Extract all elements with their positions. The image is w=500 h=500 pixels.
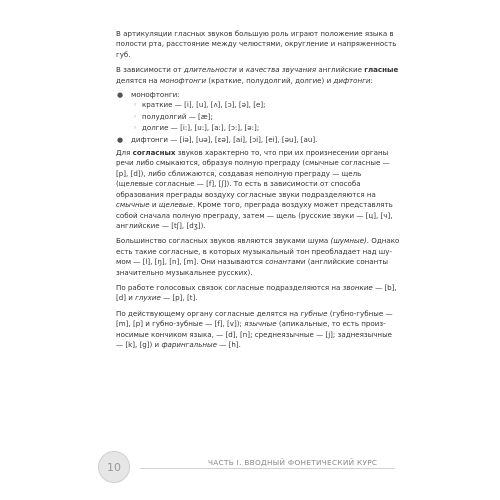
- list-item-label: монофтонги:: [131, 90, 180, 100]
- text-span: По действующему органу согласные делятся на: [116, 308, 301, 318]
- sublist-item-label: краткие — [i], [u], [ʌ], [ɔ], [ə], [e];: [142, 100, 266, 110]
- italic-term: (шумные): [330, 236, 367, 246]
- text-span: делятся на: [116, 75, 160, 85]
- page-number: 10: [107, 460, 121, 474]
- text-span: (апикальные, то есть произносимые кончиком языка, — [d], [n]; среднеязычные — [j]; заднеязычные — [k], [g]) и: [116, 319, 393, 349]
- running-head: ЧАСТЬ I. ВВОДНЫЙ ФОНЕТИЧЕСКИЙ КУРС: [208, 458, 378, 467]
- italic-term: глухие: [135, 293, 161, 303]
- italic-term: длительности: [183, 65, 237, 75]
- paragraph-vowel-articulation: [116, 29, 400, 60]
- text-span: :: [370, 75, 373, 85]
- bold-term: согласных: [132, 148, 176, 158]
- italic-term: фарингальные: [161, 339, 217, 349]
- text-span: и: [236, 65, 246, 75]
- page-body-text: [116, 29, 400, 355]
- sublist-item-half-long: [131, 112, 400, 122]
- italic-term: щелевые: [158, 200, 193, 210]
- sublist-item-short: [131, 100, 400, 110]
- text-span: — [p], [t].: [160, 293, 198, 303]
- italic-term: смычные: [116, 200, 150, 210]
- bullet-icon: ●: [117, 135, 124, 144]
- paragraph-active-organ: [116, 309, 400, 351]
- list-item-label: дифтонги — [iə], [uə], [εə], [ai], [ɔi], [ei], [əu], [au].: [131, 134, 318, 144]
- text-span: . Кроме того, преграда воздуху может представлять собой сначала полную преграду, затем — щель (русские звуки — [ц], [ч], английские — [tʃ], [dʒ]).: [116, 200, 393, 230]
- text-span: — [b], [d] и: [116, 282, 397, 303]
- italic-term: монофтонги: [159, 75, 207, 85]
- bold-term: гласные: [364, 65, 399, 75]
- vowel-types-list: [116, 90, 400, 145]
- paragraph-text: В артикуляции гласных звуков большую роль играют положение языка в полости рта, расстояние между челюстями, округление и напряженность губ.: [116, 29, 397, 59]
- paragraph-sonants: [116, 236, 400, 278]
- sub-bullet-icon: ◦: [133, 124, 138, 133]
- text-span: (губно-губные — [m], [p] и губно-зубные — [f], [v]);: [116, 308, 393, 329]
- sublist-item-label: полудолгий — [æ];: [142, 111, 213, 121]
- italic-term: язычные: [244, 319, 277, 329]
- italic-term: губные: [300, 308, 328, 318]
- paragraph-consonants-barrier: [116, 148, 400, 231]
- text-span: Большинство согласных звуков являются звуками шума: [116, 236, 331, 246]
- text-span: (краткие, полудолгий, долгие) и: [206, 75, 334, 85]
- list-item-monophthongs: [116, 90, 400, 134]
- text-span: Для: [116, 148, 133, 158]
- list-item-diphthongs: [116, 135, 400, 145]
- italic-term: качества звучания: [245, 65, 317, 75]
- sublist-item-label: долгие — [i:], [u:], [a:], [ɔ:], [ə:];: [142, 123, 260, 133]
- footer-divider: [140, 468, 395, 469]
- sub-bullet-icon: ◦: [133, 112, 138, 121]
- bullet-icon: ●: [117, 91, 124, 100]
- text-span: В зависимости от: [116, 65, 184, 75]
- page-number-badge: [98, 451, 130, 483]
- italic-term: звонкие: [342, 282, 373, 292]
- italic-term: сонантами: [265, 257, 306, 267]
- text-span: английские: [316, 65, 365, 75]
- paragraph-voicing: [116, 283, 400, 304]
- text-span: и: [149, 200, 159, 210]
- text-span: — [h].: [217, 339, 241, 349]
- sub-bullet-icon: ◦: [133, 101, 138, 110]
- text-span: (английские сонанты значительно музыкальнее русских).: [116, 257, 389, 277]
- sublist-item-long: [131, 123, 400, 133]
- text-span: По работе голосовых связок согласные подразделяются на: [116, 282, 343, 292]
- text-span: звуков характерно то, что при их произнесении органы речи либо смыкаются, образуя полную преграду (смычные согласные — [p], [d]), либо сближаются, создавая неполную преграду — щель (щелевые согласные — [f], [ʃ]). То есть в зависимости от способа образования преграды воздуху согласные звуки подразделяются на: [116, 148, 390, 199]
- italic-term: дифтонги: [333, 75, 371, 85]
- text-span: . Однако есть такие согласные, в которых музыкальный тон преобладает над шумом — [l], [ŋ], [n], [m]. Они называются: [116, 236, 400, 267]
- monophthongs-sublist: [131, 100, 400, 133]
- paragraph-vowel-classification: [116, 65, 400, 86]
